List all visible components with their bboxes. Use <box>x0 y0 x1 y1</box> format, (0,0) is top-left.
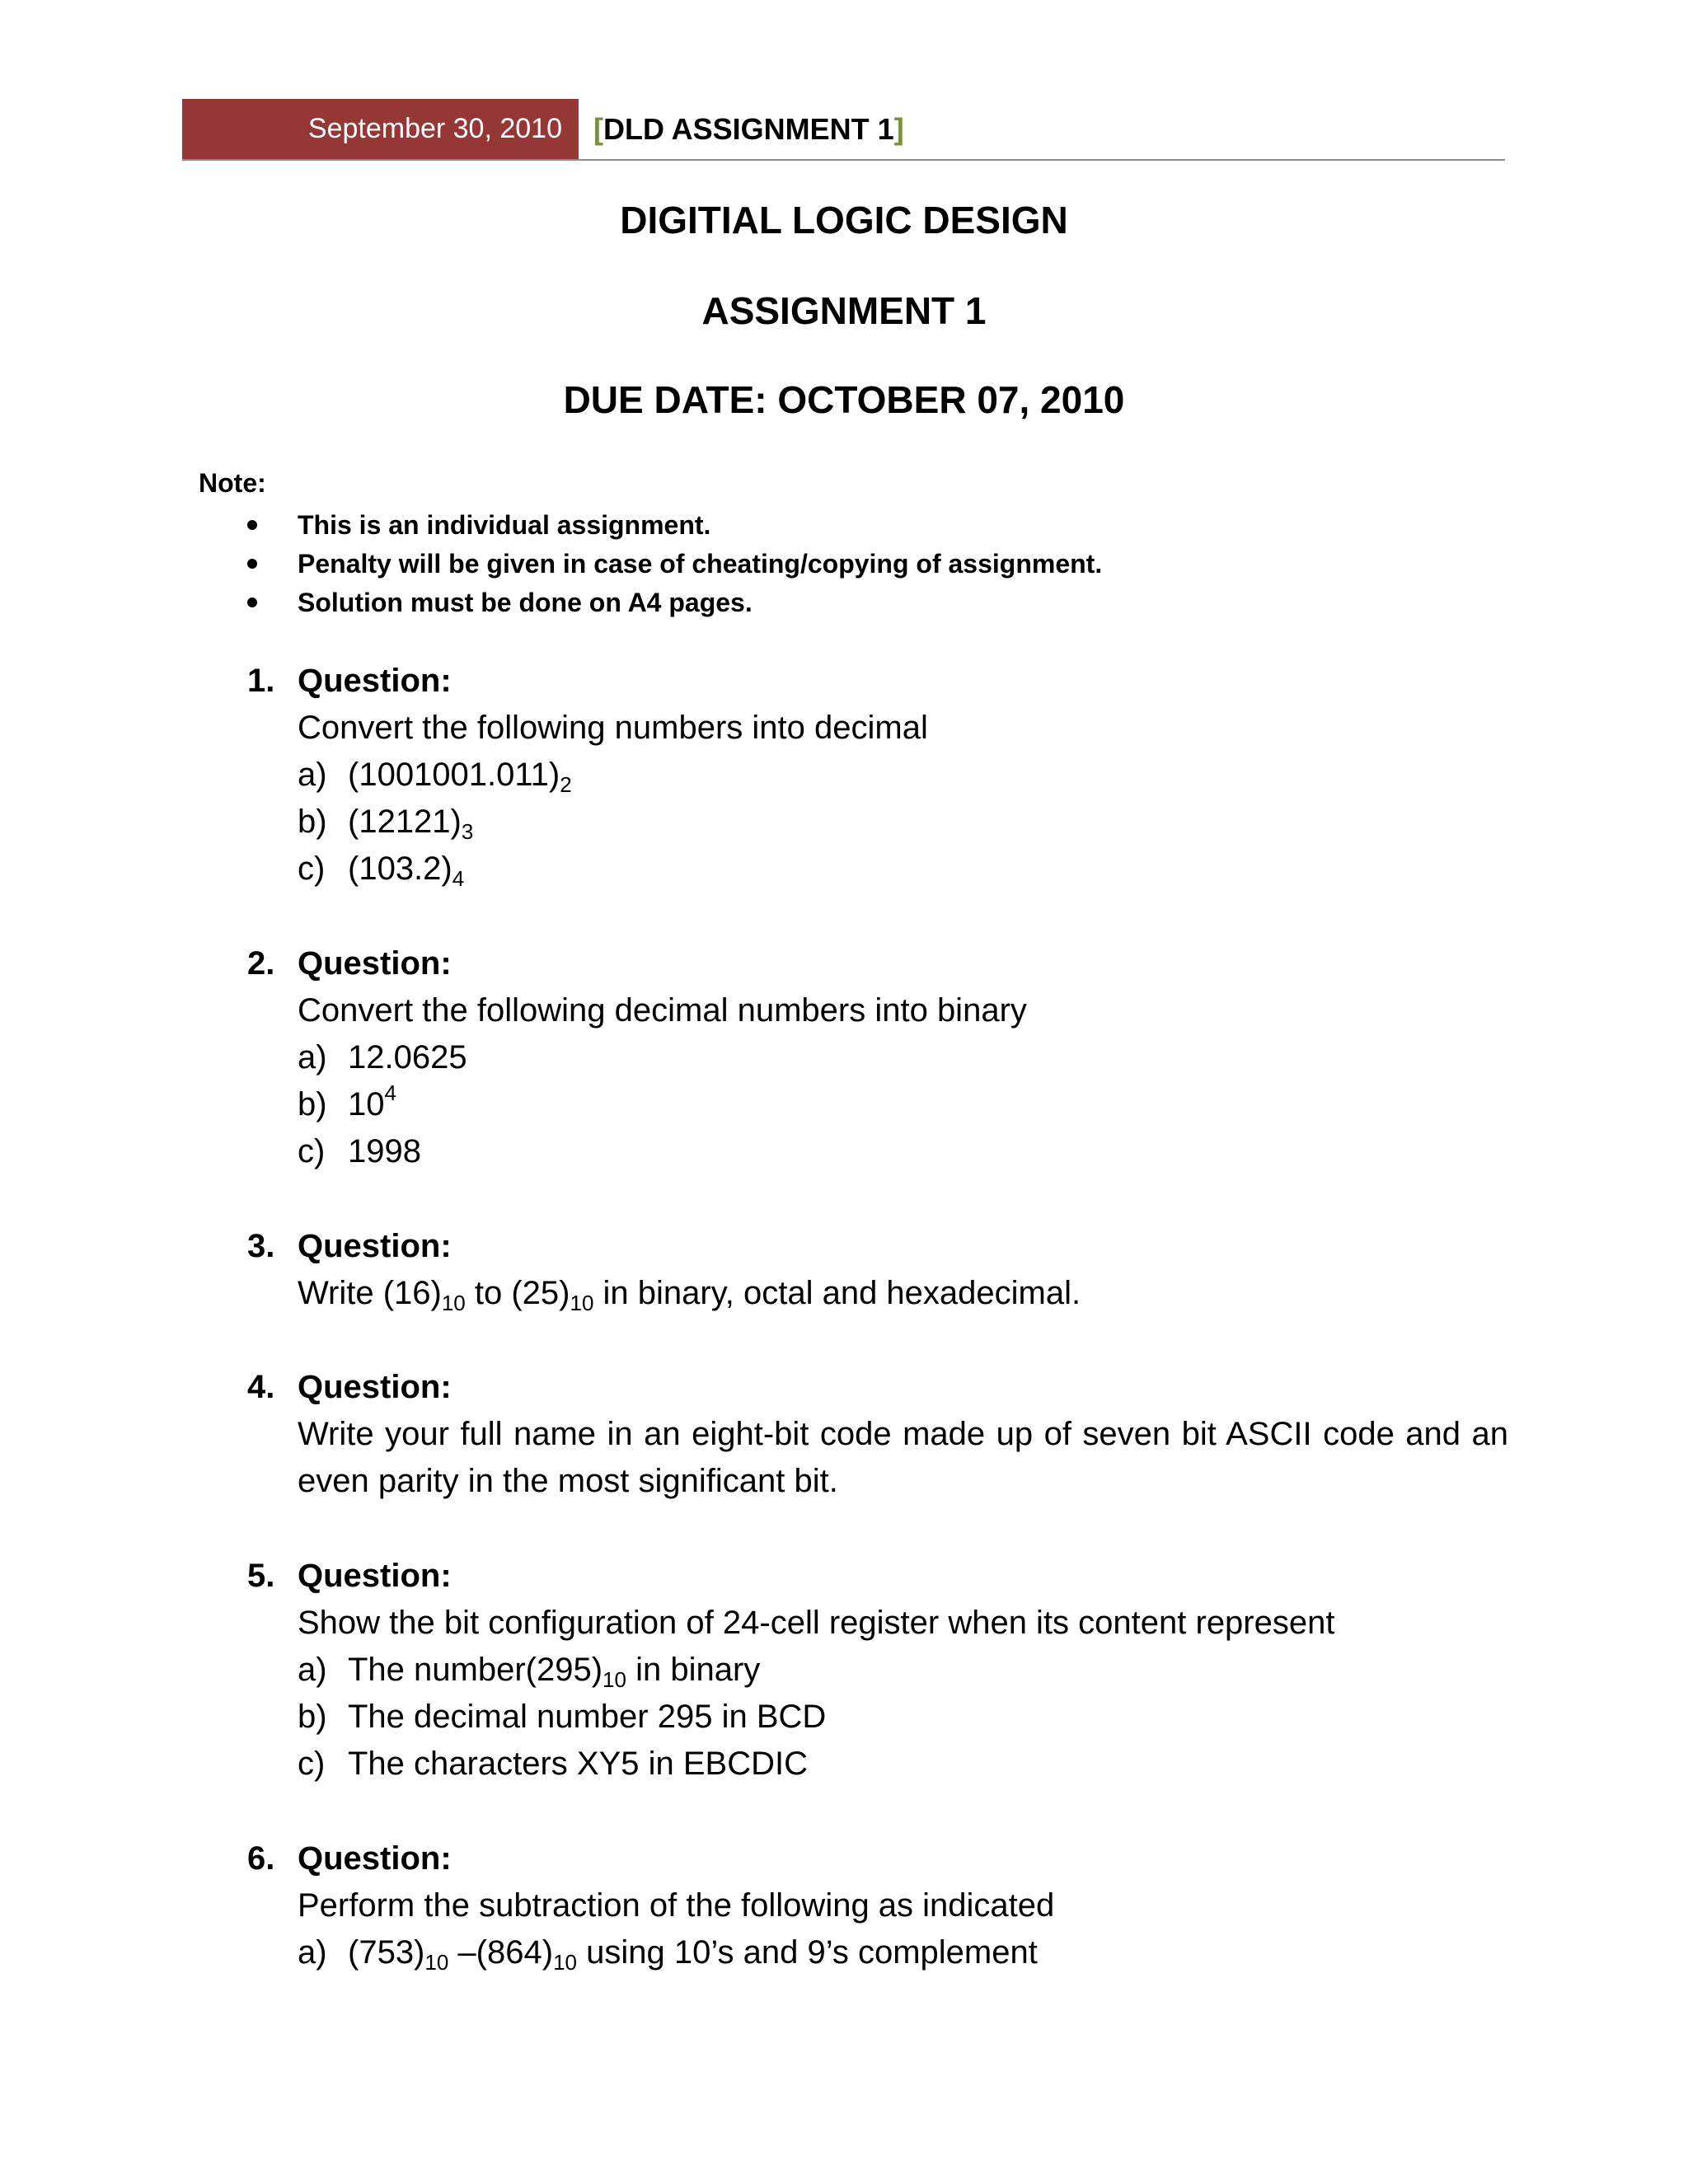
note-item: This is an individual assignment. <box>247 506 1102 545</box>
header-title-text: DLD ASSIGNMENT 1 <box>603 112 894 146</box>
question-prompt: Convert the following numbers into decimal <box>298 710 928 746</box>
course-title: DIGITIAL LOGIC DESIGN <box>620 199 1068 241</box>
question-2 <box>247 940 1508 1175</box>
question-item: a) $(1001001.011)_2$ <box>298 757 572 797</box>
question-heading: 6. Question: <box>247 1840 452 1877</box>
assignment-title: ASSIGNMENT 1 <box>701 289 987 332</box>
question-prompt: Write $(16)_{10}$ to $(25)_{10}$ in binary, octal and hexadecimal. <box>298 1275 1081 1315</box>
question-4 <box>247 1364 1508 1505</box>
question-item: b) $(12121)_3$ <box>298 804 474 844</box>
question-5 <box>247 1553 1508 1788</box>
due-date: DUE DATE: OCTOBER 07, 2010 <box>563 378 1125 421</box>
question-heading: 2. Question: <box>247 945 452 982</box>
question-3 <box>247 1223 1508 1317</box>
question-item: a) 12.0625 <box>298 1039 467 1076</box>
question-item: b) $10^4$ <box>298 1080 396 1122</box>
question-item: c) The characters XY5 in EBCDIC <box>298 1746 808 1782</box>
header-title <box>593 99 904 159</box>
question-item: c) 1998 <box>298 1133 421 1169</box>
bullet-icon <box>247 559 257 569</box>
note-item: Penalty will be given in case of cheating/copying of assignment. <box>247 545 1102 583</box>
header-bracket-close: ] <box>893 112 904 146</box>
header-date: September 30, 2010 <box>307 113 562 144</box>
header-date-band <box>182 99 579 159</box>
question-item: c) $(103.2)_4$ <box>298 851 465 891</box>
header-bracket-open: [ <box>593 112 603 146</box>
note-label: Note: <box>199 468 266 498</box>
question-heading: 4. Question: <box>247 1369 452 1405</box>
question-item: b) The decimal number 295 in BCD <box>298 1699 827 1735</box>
note-list <box>247 506 1102 622</box>
note-item: Solution must be done on A4 pages. <box>247 583 1102 622</box>
question-prompt: Show the bit configuration of 24-cell register when its content represent <box>298 1605 1335 1641</box>
bullet-icon <box>247 598 257 607</box>
question-heading: 3. Question: <box>247 1228 452 1264</box>
bullet-icon <box>247 520 257 530</box>
question-item: a) $(753)_{10}$ $-(864)_{10}$ using 10’s and 9’s complement <box>298 1934 1038 1975</box>
question-prompt: Write your full name in an eight-bit code made up of seven bit ASCII code and an even parity in the most significant bit. <box>298 1416 1508 1499</box>
question-prompt: Perform the subtraction of the following as indicated <box>298 1887 1055 1924</box>
question-item: a) The $number(295)_{10}$ in binary <box>298 1652 761 1692</box>
question-1 <box>247 658 1508 893</box>
question-heading: 1. Question: <box>247 663 452 699</box>
question-heading: 5. Question: <box>247 1558 452 1594</box>
header-rule <box>182 159 1505 161</box>
question-prompt: Convert the following decimal numbers into binary <box>298 992 1027 1029</box>
question-6 <box>247 1835 1508 1976</box>
